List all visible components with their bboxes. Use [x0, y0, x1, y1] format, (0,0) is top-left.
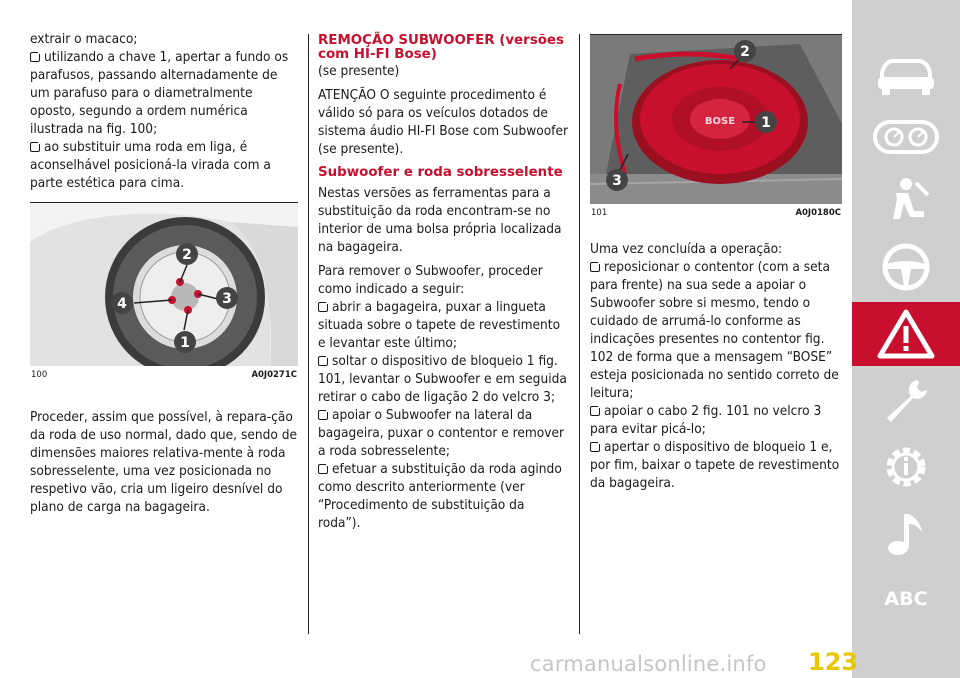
- svg-text:4: 4: [117, 296, 127, 312]
- svg-text:1: 1: [180, 335, 190, 351]
- abc-index-label[interactable]: ABC: [884, 588, 928, 610]
- callout-3: [606, 169, 628, 191]
- bullet-item: reposicionar o contentor (com a seta para frente) na sua sede a apoiar o Subwoofer sobre si mesmo, tendo o cuidado de arrumá-lo conforme as indicações presentes no contentor fig. 102 de forma que a mensagem “BOSE” esteja posicionada no sentido correto de leitura;: [590, 259, 839, 401]
- subwoofer-illustration: [590, 34, 842, 204]
- bullet-marker: [590, 442, 600, 452]
- figure-101: [590, 34, 842, 224]
- column-divider: [308, 34, 309, 634]
- page-number: 123: [808, 648, 859, 676]
- column-middle: [318, 34, 570, 532]
- bullet-marker: [30, 142, 40, 152]
- service-gear-icon[interactable]: [852, 436, 960, 498]
- chapter-sidebar: [852, 0, 960, 678]
- figure-code: A0J0271C: [251, 370, 297, 380]
- subsection-heading: Subwoofer e roda sobresselente: [318, 165, 563, 180]
- paragraph: Proceder, assim que possível, à repara-ção da roda de uso normal, dado que, sendo de dimensões maiores relativa-mente à roda sobresselente, uma vez posicionada no respetivo vão, cria um ligeiro desnível do plano de carga na bagageira.: [30, 409, 298, 515]
- paragraph: Para remover o Subwoofer, proceder como indicado a seguir:: [318, 263, 543, 297]
- figure-number: 100: [31, 370, 48, 380]
- warning-triangle-icon[interactable]: [852, 302, 960, 366]
- svg-text:1: 1: [761, 115, 771, 131]
- bullet-item: apoiar o Subwoofer na lateral da bagageira, puxar o contentor e remover a roda sobresselente;: [318, 407, 565, 459]
- heading-note: (se presente): [318, 63, 400, 79]
- paragraph: Uma vez concluída a operação:: [590, 241, 783, 257]
- dashboard-gauge-icon[interactable]: [852, 108, 960, 166]
- figure-caption: [590, 208, 842, 222]
- watermark: carmanualsonline.info: [530, 652, 767, 676]
- column-right: [590, 240, 842, 492]
- figure-number: 101: [591, 208, 608, 218]
- svg-text:3: 3: [612, 173, 622, 189]
- bullet-item: apoiar o cabo 2 fig. 101 no velcro 3 para evitar picá-lo;: [590, 403, 822, 437]
- bullet-item: apertar o dispositivo de bloqueio 1 e, por fim, baixar o tapete de revestimento da bagageira.: [590, 439, 840, 491]
- bullet-marker: [318, 356, 328, 366]
- figure-code: A0J0180C: [795, 208, 841, 218]
- bullet-marker: [30, 52, 40, 62]
- wheel-bolts-illustration: [30, 202, 298, 366]
- svg-text:3: 3: [222, 291, 232, 307]
- bullet-marker: [318, 410, 328, 420]
- seat-safety-icon[interactable]: [852, 170, 960, 232]
- section-heading: REMOÇÃO SUBWOOFER (versões com HI-FI Bose): [318, 33, 564, 62]
- paragraph: extrair o macaco;: [30, 31, 138, 47]
- callout-4: [111, 292, 133, 314]
- bullet-marker: [590, 262, 600, 272]
- bullet-marker: [318, 302, 328, 312]
- figure-100: [30, 202, 298, 384]
- callout-2: [176, 243, 198, 265]
- svg-text:2: 2: [740, 44, 750, 60]
- column-left: [30, 30, 298, 192]
- bullet-item: soltar o dispositivo de bloqueio 1 fig. 101, levantar o Subwoofer e em seguida retirar o cabo de ligação 2 do velcro 3;: [318, 353, 567, 405]
- column-divider: [579, 34, 580, 634]
- column-left-bottom: [30, 408, 298, 516]
- bullet-item: abrir a bagageira, puxar a lingueta situada sobre o tapete de revestimento e levantar este último;: [318, 299, 561, 351]
- paragraph: Nestas versões as ferramentas para a substituição da roda encontram-se no interior de uma bolsa própria localizada na bagageira.: [318, 185, 562, 255]
- callout-3: [216, 287, 238, 309]
- svg-text:2: 2: [182, 247, 192, 263]
- bullet-item: utilizando a chave 1, apertar a fundo os parafusos, passando alternadamente de um parafuso para o diametralmente oposto, segundo a ordem numérica ilustrada na fig. 100;: [30, 49, 289, 137]
- callout-1: [174, 331, 196, 353]
- bullet-marker: [318, 464, 328, 474]
- music-note-icon[interactable]: [852, 502, 960, 564]
- callout-1: [755, 111, 777, 133]
- bullet-marker: [590, 406, 600, 416]
- bullet-item: ao substituir uma roda em liga, é aconselhável posicioná-la virada com a parte estética para cima.: [30, 139, 271, 191]
- attention-note: ATENÇÃO O seguinte procedimento é válido só para os veículos dotados de sistema áudio HI-FI Bose com Subwoofer (se presente).: [318, 87, 569, 157]
- figure-caption: [30, 370, 298, 384]
- steering-wheel-icon[interactable]: [852, 236, 960, 298]
- callout-2: [734, 40, 756, 62]
- svg-text:BOSE: BOSE: [704, 116, 736, 127]
- wrench-icon[interactable]: [852, 370, 960, 432]
- bullet-item: efetuar a substituição da roda agindo como descrito anteriormente (ver “Procedimento de substituição da roda”).: [318, 461, 562, 531]
- car-icon[interactable]: [852, 44, 960, 104]
